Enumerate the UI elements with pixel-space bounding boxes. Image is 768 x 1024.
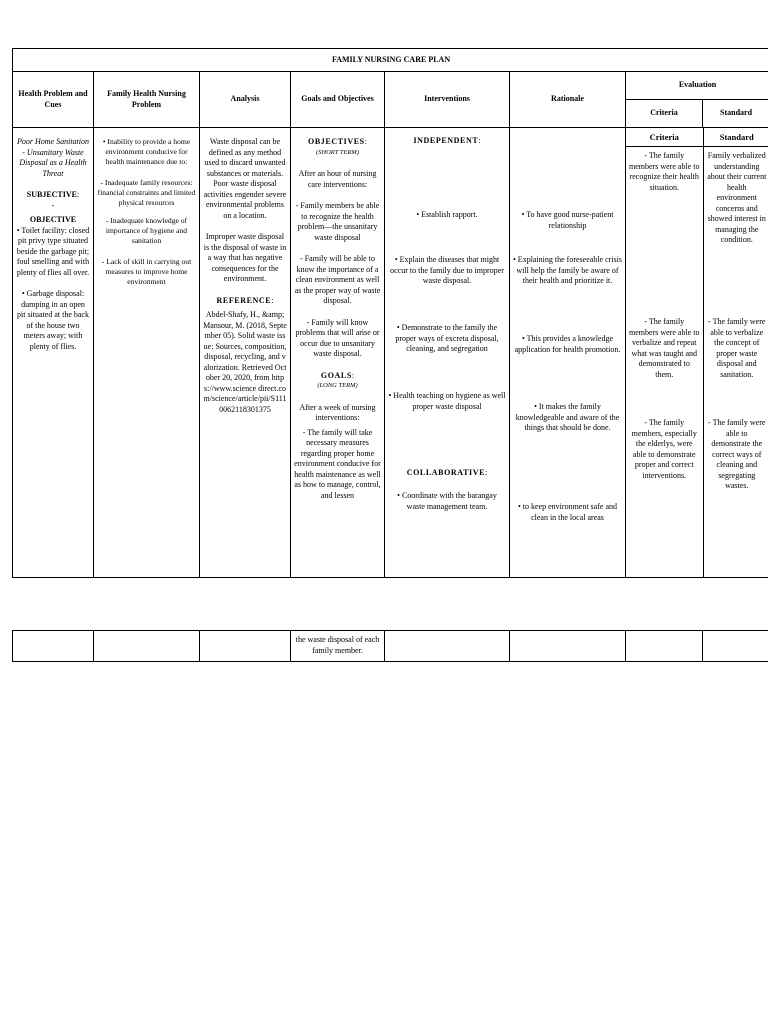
standard-understanding: Family verbalized understanding about their current health environment concerns and showed interest in managing the condition.: [707, 151, 767, 244]
health-problem-cell: Poor Home Sanitation - Unsanitary Waste Disposal as a Health Threat SUBJECTIVE: - OBJECTIVE • Toilet facility: closed pit privy type situated beside the garbage pit; foul smelling and with plenty of flies all over. • Garbage disposal: dumping in an open pit situated at the back of the house two meters away; with plenty of flies.: [13, 128, 94, 578]
objective-toilet: • Toilet facility: closed pit privy type situated beside the garbage pit; foul smelling and with plenty of flies all over.: [16, 225, 90, 277]
criteria-cell: [626, 147, 703, 578]
objective-label: OBJECTIVE: [29, 215, 77, 224]
analysis-definition: Waste disposal can be defined as any method used to discard unwanted substances or materials. Poor waste disposal activities engender severe environmental problems on a location.: [203, 137, 287, 220]
continuation-family-problem: [94, 631, 200, 662]
objective-garbage: • Garbage disposal: dumping in an open pit situated at the back of the house two meters away; with plenty of flies.: [17, 289, 89, 351]
criteria-recognize: - The family members were able to recognize their health situation.: [629, 151, 700, 192]
health-problem-title: Poor Home Sanitation - Unsanitary Waste Disposal as a Health Threat: [17, 137, 89, 178]
independent-label: INDEPENDENT: [413, 136, 479, 145]
rationale-rapport: • To have good nurse-patient relationship: [521, 210, 614, 230]
header-evaluation: Evaluation: [626, 72, 768, 100]
header-interventions: Interventions: [385, 72, 510, 128]
collaborative-label: COLLABORATIVE: [406, 468, 486, 477]
goal-timeframe: After a week of nursing interventions:: [299, 402, 376, 422]
care-plan-table: [12, 48, 768, 578]
subjective-value: -: [51, 200, 55, 210]
continuation-goals: [291, 631, 385, 662]
intervention-explain: • Explain the diseases that might occur to the family due to improper waste disposal.: [390, 255, 504, 285]
reference-text: Abdel-Shafy, H., &amp; Mansour, M. (2018, September 05). Solid waste issue: Sources, composition, disposal, recycling, and valorization. Retrieved October 20, 2020, from https://www.science direct.com/science/article/pii/S1110062118301375: [203, 310, 287, 414]
continuation-interventions: [385, 631, 510, 662]
goal-continued: the waste disposal of each family member.: [295, 635, 380, 655]
standard-verbalize: - The family were able to verbalize the concept of proper waste disposal and sanitation.: [708, 317, 766, 379]
rationale-cell: [510, 128, 626, 578]
continuation-rationale: [510, 631, 626, 662]
family-problem-intro: • Inability to provide a home environment conducive for health maintenance due to:: [102, 137, 191, 166]
analysis-cell: Waste disposal can be defined as any method used to discard unwanted substances or materials. Poor waste disposal activities engender severe environmental problems on a location. Improper waste disposal is the disposal of waste in a way that has negative consequences for the environment. REFERENCE: Abdel-Shafy, H., &amp; Mansour, M. (2018, September 05). Solid waste issue: Sources, composition, disposal, recycling, and valorization. Retrieved October 20, 2020, from https://www.science direct.com/science/article/pii/S1110062118301375: [200, 128, 291, 578]
header-health-problem: Health Problem and Cues: [13, 72, 94, 128]
header-rationale: Rationale: [510, 72, 626, 128]
header-family-problem: Family Health Nursing Problem: [94, 72, 200, 128]
evaluation-cell: [626, 128, 768, 578]
continuation-standard: [703, 631, 768, 662]
objectives-label: OBJECTIVES: [308, 137, 365, 146]
objective-timeframe: After an hour of nursing care interventions:: [298, 169, 377, 189]
header-analysis: Analysis: [200, 72, 291, 128]
reference-label: REFERENCE: [216, 295, 272, 305]
care-plan-continuation: [12, 630, 768, 662]
header-goals: Goals and Objectives: [291, 72, 385, 128]
interventions-cell: INDEPENDENT: • Establish rapport. • Explain the diseases that might occur to the family due to improper waste disposal. • Demonstrate to the family the proper ways of excreta disposal, cleaning, and segregation • Health teaching on hygiene as well proper waste disposal COLLABORATIVE: • Coordinate with the barangay waste management team.: [385, 128, 510, 578]
intervention-health-teaching: • Health teaching on hygiene as well proper waste disposal: [388, 391, 506, 411]
continuation-health-problem: [13, 631, 94, 662]
short-term-label: (SHORT TERM): [315, 148, 360, 156]
objective-problems: - Family will know problems that will arise or occur due to unsanitary waste disposal.: [295, 317, 380, 358]
rationale-explaining: • Explaining the foreseeable crisis will help the family be aware of their health and prioritize it.: [513, 255, 622, 285]
plan-title: FAMILY NURSING CARE PLAN: [13, 49, 768, 72]
criteria-demonstrate: - The family members, especially the elderlys, were able to demonstrate proper and correct interventions.: [631, 418, 697, 480]
rationale-knowledge: • This provides a knowledge application for health promotion.: [514, 334, 621, 354]
header-criteria: Criteria: [626, 100, 703, 128]
family-problem-skill: - Lack of skill in carrying out measures to improve home environment: [101, 257, 192, 286]
standard-cell: [703, 147, 768, 578]
goal-measures: - The family will take necessary measures regarding proper home environment conducive for health maintenance as well as how to manage, control, and lessen: [294, 427, 381, 500]
goals-label: GOALS: [320, 370, 352, 380]
standard-demonstrate: - The family were able to demonstrate the correct ways of cleaning and segregating wastes.: [708, 418, 766, 490]
goals-cell: OBJECTIVES: (SHORT TERM) After an hour of nursing care interventions: - Family members be able to recognize the health problem—the unsanitary waste disposal - Family will be able to know the importance of a clean environment as well as the proper way of waste disposal. - Family will know problems that will arise or occur due to unsanitary waste disposal. GOALS: (LONG TERM) After a week of nursing interventions: - The family will take necessary measures regarding proper home environment conducive for health maintenance as well as how to manage, control, and lessen: [291, 128, 385, 578]
header-standard: Standard: [703, 100, 768, 128]
intervention-rapport: • Establish rapport.: [416, 210, 478, 219]
criteria-verbalize: - The family members were able to verbalize and repeat what was taught and demonstrated to them.: [629, 317, 700, 379]
family-problem-resources: - Inadequate family resources: financial constraints and limited physical resources: [97, 178, 196, 207]
criteria-subheader: Criteria: [626, 128, 703, 147]
standard-subheader: Standard: [703, 128, 768, 147]
family-problem-cell: [94, 128, 200, 578]
rationale-aware: • It makes the family knowledgeable and aware of the things that should be done.: [515, 402, 620, 432]
long-term-label: (LONG TERM): [317, 382, 358, 389]
continuation-criteria: [626, 631, 703, 662]
objective-importance: - Family will be able to know the importance of a clean environment as well as the proper way of waste disposal.: [294, 254, 381, 305]
subjective-label: SUBJECTIVE: [26, 190, 77, 199]
intervention-coordinate: • Coordinate with the barangay waste management team.: [397, 491, 497, 511]
analysis-improper: Improper waste disposal is the disposal of waste in a way that has negative consequences for the environment.: [203, 232, 287, 283]
continuation-analysis: [200, 631, 291, 662]
objective-recognize: - Family members be able to recognize the health problem—the unsanitary waste disposal: [295, 201, 380, 242]
rationale-environment: • to keep environment safe and clean in the local areas: [518, 502, 617, 522]
family-problem-knowledge: - Inadequate knowledge of importance of hygiene and sanitation: [105, 216, 188, 245]
intervention-demonstrate: • Demonstrate to the family the proper ways of excreta disposal, cleaning, and segregation: [395, 323, 499, 353]
